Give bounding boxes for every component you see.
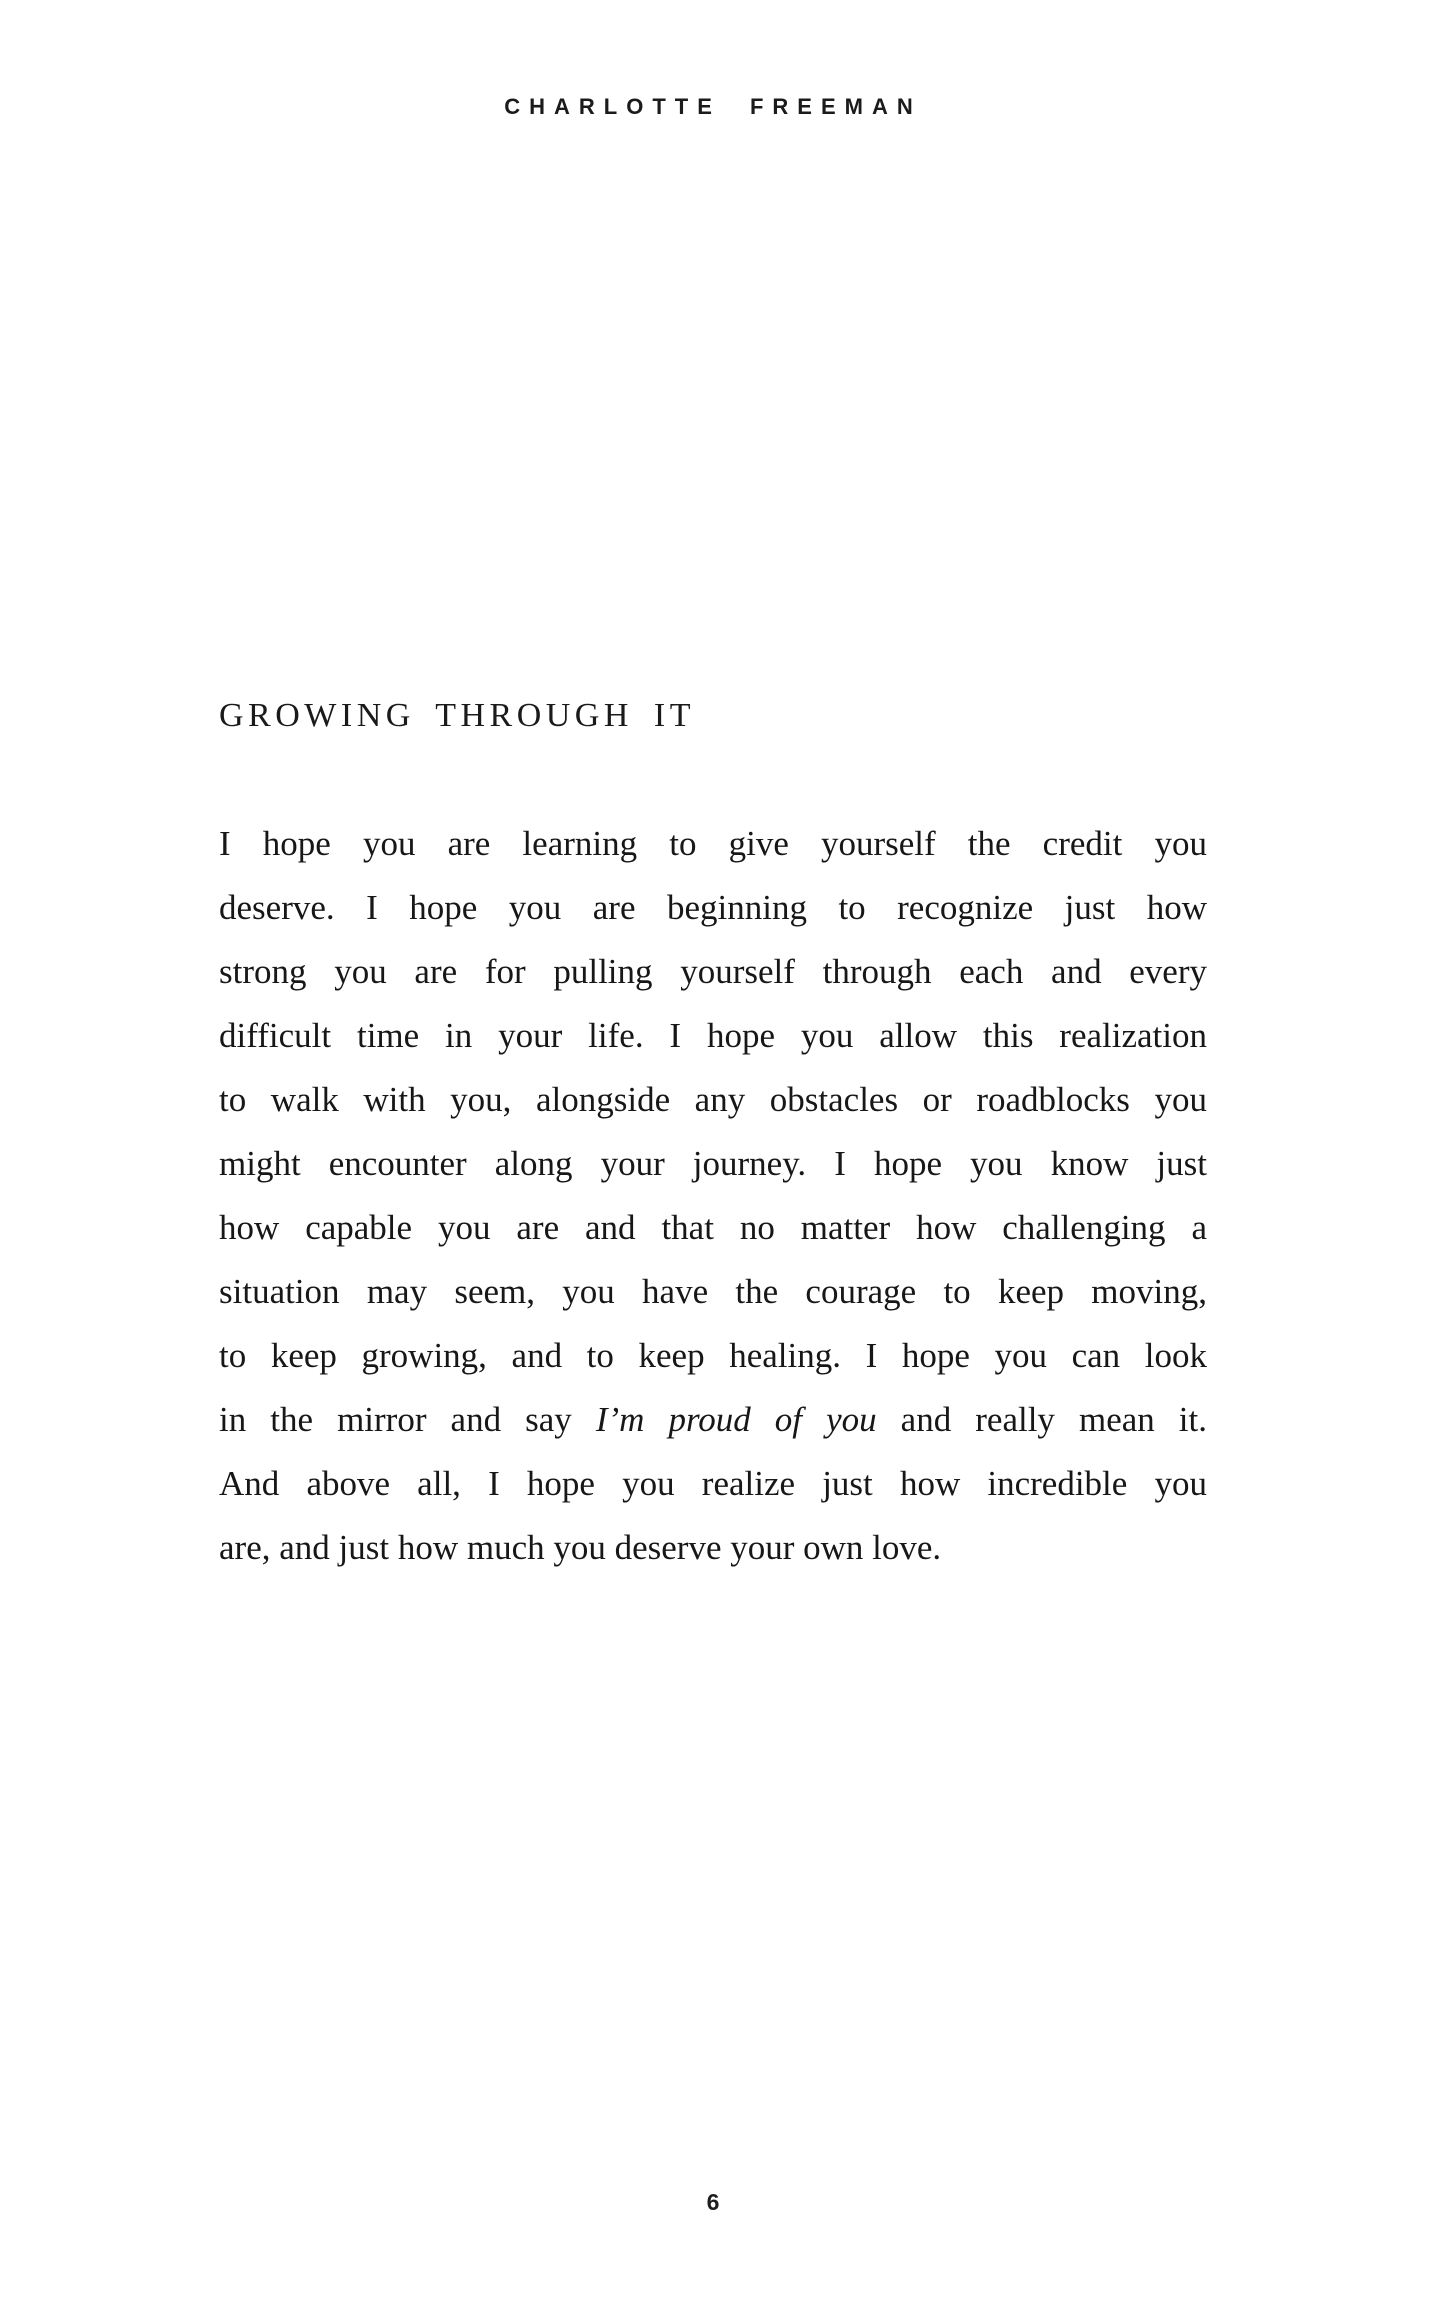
body-line bbox=[219, 1132, 1207, 1196]
body-text-segment: deserve. I hope you are beginning to recognize just how bbox=[219, 888, 1207, 927]
body-line bbox=[219, 1324, 1207, 1388]
page-number: 6 bbox=[706, 2189, 720, 2215]
body-line bbox=[219, 1068, 1207, 1132]
body-text-segment: situation may seem, you have the courage to keep moving, bbox=[219, 1272, 1207, 1311]
body-text-segment: strong you are for pulling yourself through each and every bbox=[219, 952, 1207, 991]
body-text-segment: I hope you are learning to give yourself the credit you bbox=[219, 824, 1207, 863]
body-line bbox=[219, 1452, 1207, 1516]
author-header: CHARLOTTE FREEMAN bbox=[504, 94, 922, 119]
body-paragraph bbox=[219, 812, 1207, 1580]
italic-phrase: I’m proud of you bbox=[595, 1400, 877, 1439]
body-line bbox=[219, 1260, 1207, 1324]
body-line bbox=[219, 812, 1207, 876]
body-text-segment: to keep growing, and to keep healing. I hope you can look bbox=[219, 1336, 1207, 1375]
body-text-segment: difficult time in your life. I hope you allow this realization bbox=[219, 1016, 1207, 1055]
body-line bbox=[219, 1516, 1207, 1580]
body-text-segment: are, and just how much you deserve your own love. bbox=[219, 1528, 942, 1567]
body-text-segment: and really mean it. bbox=[876, 1400, 1207, 1439]
body-text-segment: might encounter along your journey. I hope you know just bbox=[219, 1144, 1207, 1183]
body-line bbox=[219, 1004, 1207, 1068]
body-text-segment: And above all, I hope you realize just how incredible you bbox=[219, 1464, 1207, 1503]
body-text-segment: to walk with you, alongside any obstacles or roadblocks you bbox=[219, 1080, 1207, 1119]
body-text-segment: in the mirror and say bbox=[219, 1400, 596, 1439]
body-line bbox=[219, 1196, 1207, 1260]
body-text-segment: how capable you are and that no matter how challenging a bbox=[219, 1208, 1207, 1247]
body-line bbox=[219, 876, 1207, 940]
body-line bbox=[219, 1388, 1207, 1452]
body-line bbox=[219, 940, 1207, 1004]
chapter-title: GROWING THROUGH IT bbox=[219, 697, 695, 734]
